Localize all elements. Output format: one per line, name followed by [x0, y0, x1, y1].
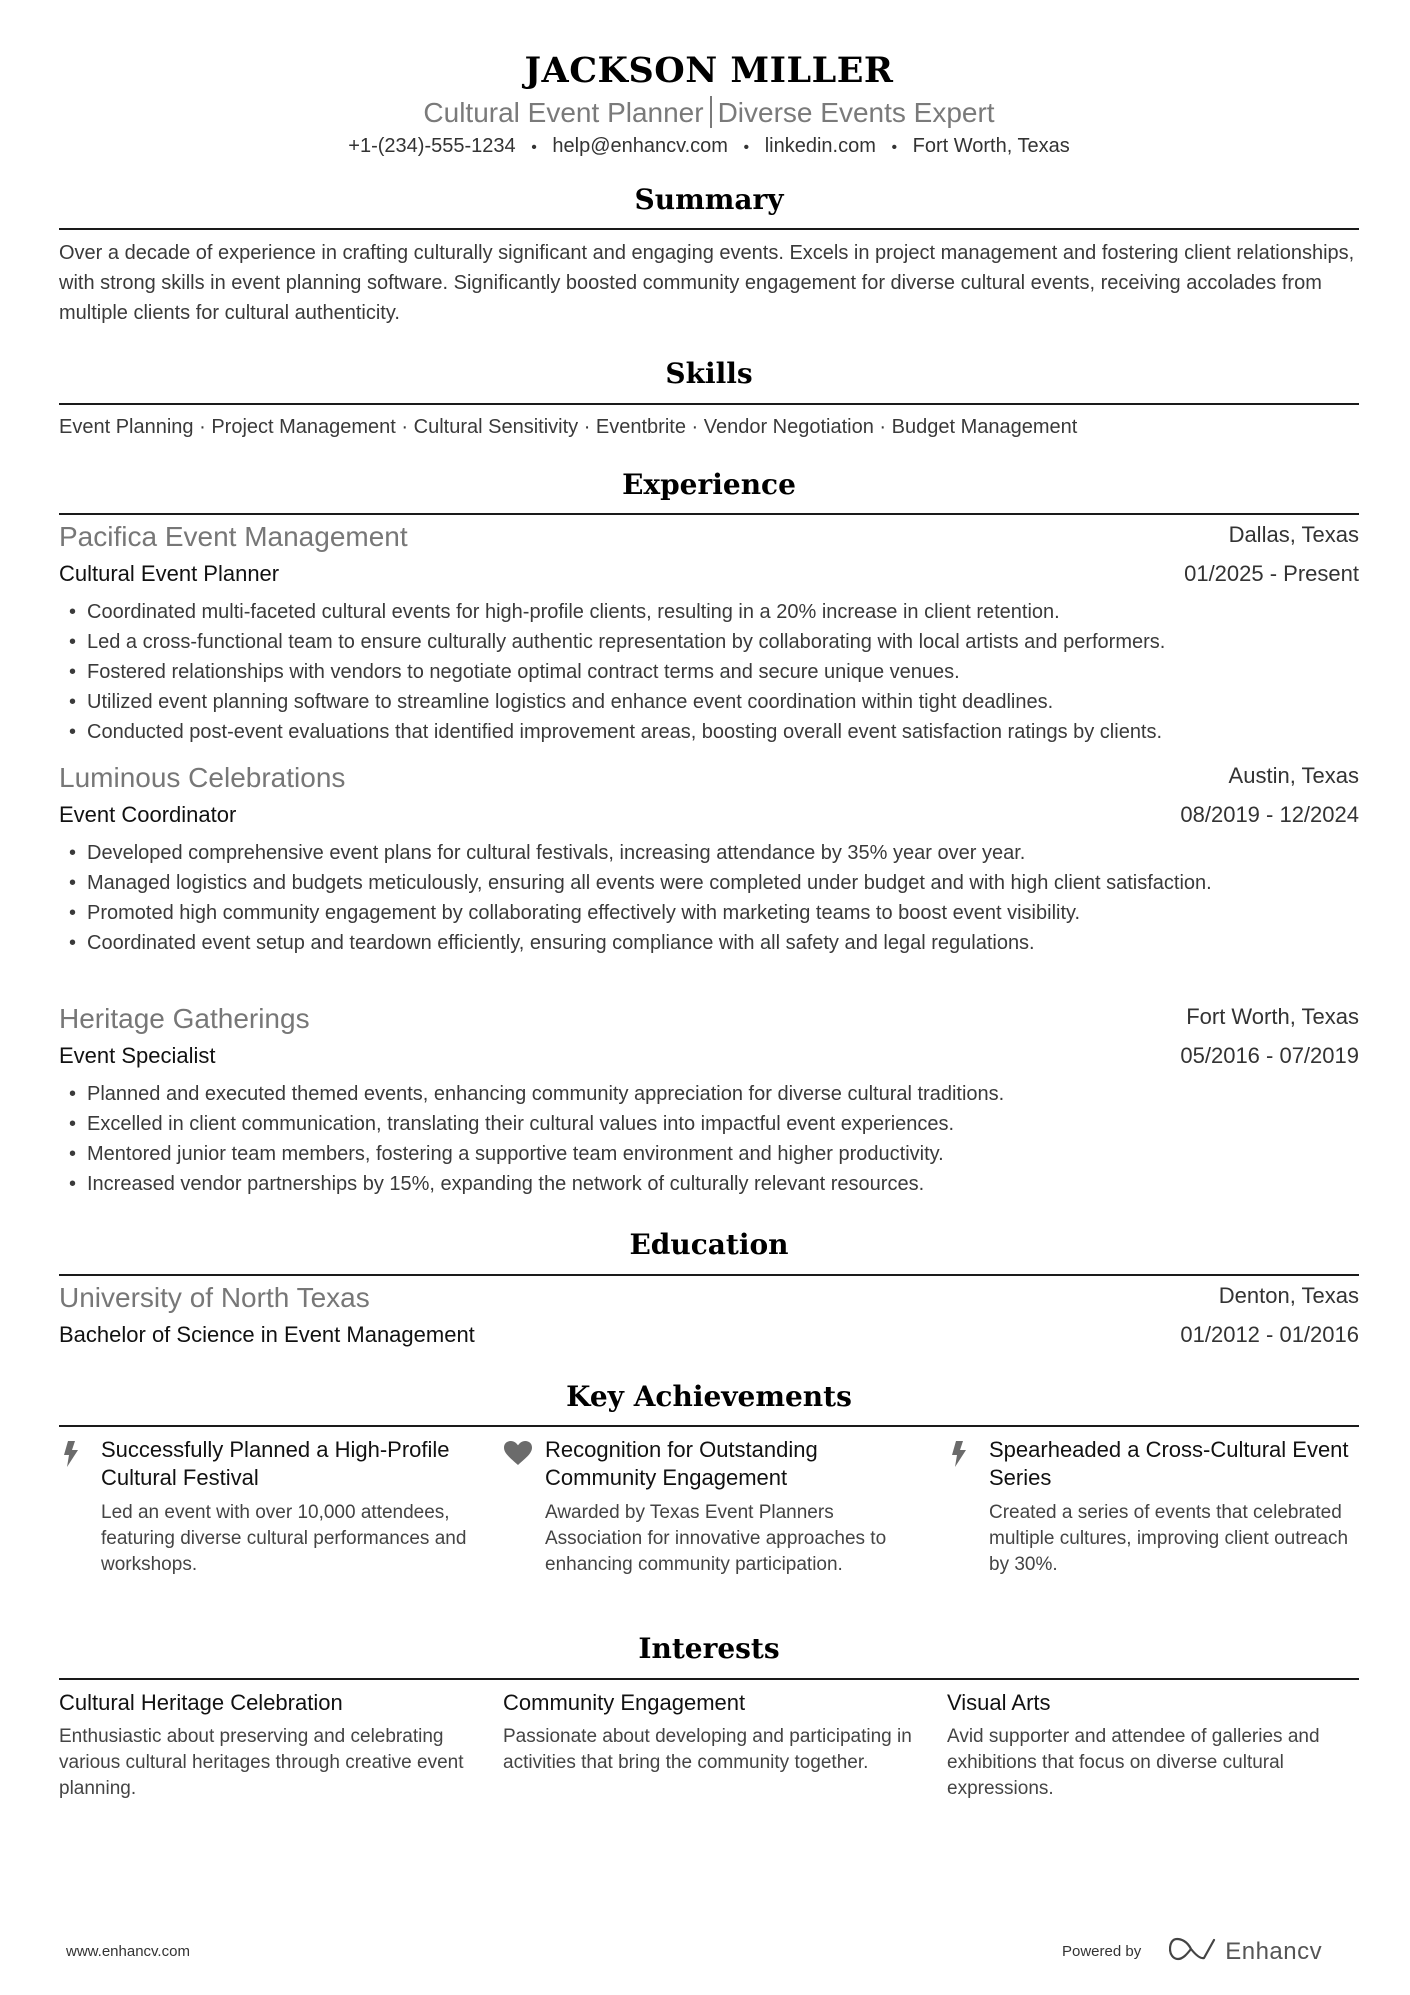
- achievement-title: Recognition for Outstanding Community Engagement: [545, 1437, 818, 1490]
- job-location: Austin, Texas: [1228, 763, 1359, 788]
- location: Fort Worth, Texas: [912, 135, 1070, 157]
- company-name: Heritage Gatherings: [59, 1003, 310, 1034]
- enhancv-brand-name: Enhancv: [1225, 1937, 1323, 1965]
- headline-subtitle: Diverse Events Expert: [717, 97, 995, 128]
- section-divider: [59, 228, 1359, 230]
- interest-description: Passionate about developing and participating in activities that bring the community together.: [503, 1726, 912, 1773]
- contact-separator: •: [531, 139, 537, 156]
- headline: [59, 96, 1359, 129]
- bullet-item: • Planned and executed themed events, enhancing community appreciation for diverse cultural traditions.: [59, 1079, 1359, 1109]
- job-dates: 08/2019 - 12/2024: [1180, 802, 1359, 827]
- lightning-bolt-icon: [947, 1440, 971, 1464]
- candidate-name: JACKSON MILLER: [524, 50, 894, 91]
- interest-title: Cultural Heritage Celebration: [59, 1690, 343, 1715]
- lightning-bolt-icon: [59, 1440, 83, 1464]
- footer-branding[interactable]: [1062, 1936, 1322, 1967]
- bullet-item: • Coordinated event setup and teardown efficiently, ensuring compliance with all safety and legal regulations.: [59, 928, 1279, 958]
- bullet-item: • Excelled in client communication, translating their cultural values into impactful event experiences.: [59, 1109, 1359, 1139]
- degree: Bachelor of Science in Event Management: [59, 1322, 475, 1347]
- section-divider: [59, 1425, 1359, 1427]
- contact-separator: •: [891, 139, 898, 156]
- powered-by-label: Powered by: [1062, 1943, 1142, 1960]
- bullet-item: • Coordinated multi-faceted cultural events for high-profile clients, resulting in a 20% increase in client retention.: [59, 597, 1359, 627]
- bullet-item: • Managed logistics and budgets meticulously, ensuring all events were completed under budget and with high client satisfaction.: [59, 868, 1279, 898]
- achievement-description: Led an event with over 10,000 attendees, featuring diverse cultural performances and workshops.: [101, 1502, 467, 1575]
- bullet-item: • Conducted post-event evaluations that identified improvement areas, boosting overall event satisfaction ratings by clients.: [59, 717, 1359, 747]
- footer-website-link[interactable]: www.enhancv.com: [66, 1943, 190, 1960]
- job-role: Event Coordinator: [59, 802, 237, 827]
- company-name: Pacifica Event Management: [59, 521, 408, 552]
- job-location: Fort Worth, Texas: [1186, 1004, 1359, 1029]
- bullet-item: • Mentored junior team members, fostering a supportive team environment and higher productivity.: [59, 1139, 1359, 1169]
- job-dates: 05/2016 - 07/2019: [1180, 1043, 1359, 1068]
- headline-title: Cultural Event Planner: [423, 97, 704, 128]
- section-divider: [59, 1274, 1359, 1276]
- contact-separator: •: [743, 139, 750, 156]
- headline-separator: [710, 96, 712, 128]
- email-link[interactable]: help@enhancv.com: [552, 135, 728, 157]
- job-bullets: [59, 597, 1359, 747]
- section-title-interests: Interests: [638, 1632, 780, 1665]
- section-title-achievements: Key Achievements: [566, 1380, 852, 1413]
- interest-item: [947, 1688, 1367, 1802]
- enhancv-logo-icon: [1169, 1936, 1217, 1967]
- education-dates: 01/2012 - 01/2016: [1180, 1322, 1359, 1347]
- job-bullets: [59, 1079, 1359, 1199]
- interest-description: Avid supporter and attendee of galleries and exhibitions that focus on diverse cultural expressions.: [947, 1726, 1320, 1799]
- phone[interactable]: +1-(234)-555-1234: [348, 135, 516, 157]
- school-location: Denton, Texas: [1218, 1283, 1359, 1308]
- section-title-education: Education: [629, 1228, 789, 1261]
- interest-title: Visual Arts: [947, 1690, 1051, 1715]
- contact-info: [59, 135, 1359, 158]
- bullet-item: • Utilized event planning software to streamline logistics and enhance event coordination within tight deadlines.: [59, 687, 1359, 717]
- bullet-item: • Increased vendor partnerships by 15%, expanding the network of culturally relevant resources.: [59, 1169, 1359, 1199]
- section-title-experience: Experience: [622, 468, 796, 501]
- section-divider: [59, 513, 1359, 515]
- interest-item: [59, 1688, 479, 1802]
- school-name: University of North Texas: [59, 1282, 370, 1313]
- achievement-description: Created a series of events that celebrated multiple cultures, improving client outreach by 30%.: [989, 1502, 1349, 1575]
- interest-description: Enthusiastic about preserving and celebrating various cultural heritages through creative event planning.: [59, 1726, 464, 1799]
- linkedin-link[interactable]: linkedin.com: [764, 135, 876, 157]
- section-divider: [59, 1678, 1359, 1680]
- job-role: Cultural Event Planner: [59, 561, 280, 586]
- interest-item: [503, 1688, 923, 1776]
- section-divider: [59, 403, 1359, 405]
- achievement-description: Awarded by Texas Event Planners Association for innovative approaches to enhancing community participation.: [545, 1502, 887, 1575]
- job-role: Event Specialist: [59, 1043, 216, 1068]
- skills-list: Event Planning · Project Management · Cultural Sensitivity · Eventbrite · Vendor Negotiation · Budget Management: [59, 416, 1078, 438]
- company-name: Luminous Celebrations: [59, 762, 346, 793]
- bullet-item: • Led a cross-functional team to ensure culturally authentic representation by collaborating with local artists and performers.: [59, 627, 1359, 657]
- summary-text: Over a decade of experience in crafting culturally significant and engaging events. Excels in project management and fostering client relationships, with strong skills in event planning software. Significantly boosted community engagement for diverse cultural events, receiving accolades from multiple clients for cultural authenticity.: [59, 242, 1355, 324]
- job-dates: 01/2025 - Present: [1184, 561, 1359, 586]
- bullet-item: • Promoted high community engagement by collaborating effectively with marketing teams to boost event visibility.: [59, 898, 1279, 928]
- bullet-item: • Developed comprehensive event plans for cultural festivals, increasing attendance by 35% year over year.: [59, 838, 1279, 868]
- job-location: Dallas, Texas: [1228, 522, 1359, 547]
- achievement-title: Spearheaded a Cross-Cultural Event Series: [989, 1437, 1349, 1490]
- interest-title: Community Engagement: [503, 1690, 746, 1715]
- heart-icon: [503, 1440, 533, 1464]
- job-bullets: [59, 838, 1279, 958]
- bullet-item: • Fostered relationships with vendors to negotiate optimal contract terms and secure unique venues.: [59, 657, 1359, 687]
- section-title-summary: Summary: [634, 183, 784, 216]
- achievement-title: Successfully Planned a High-Profile Cultural Festival: [101, 1437, 450, 1490]
- section-title-skills: Skills: [665, 357, 753, 390]
